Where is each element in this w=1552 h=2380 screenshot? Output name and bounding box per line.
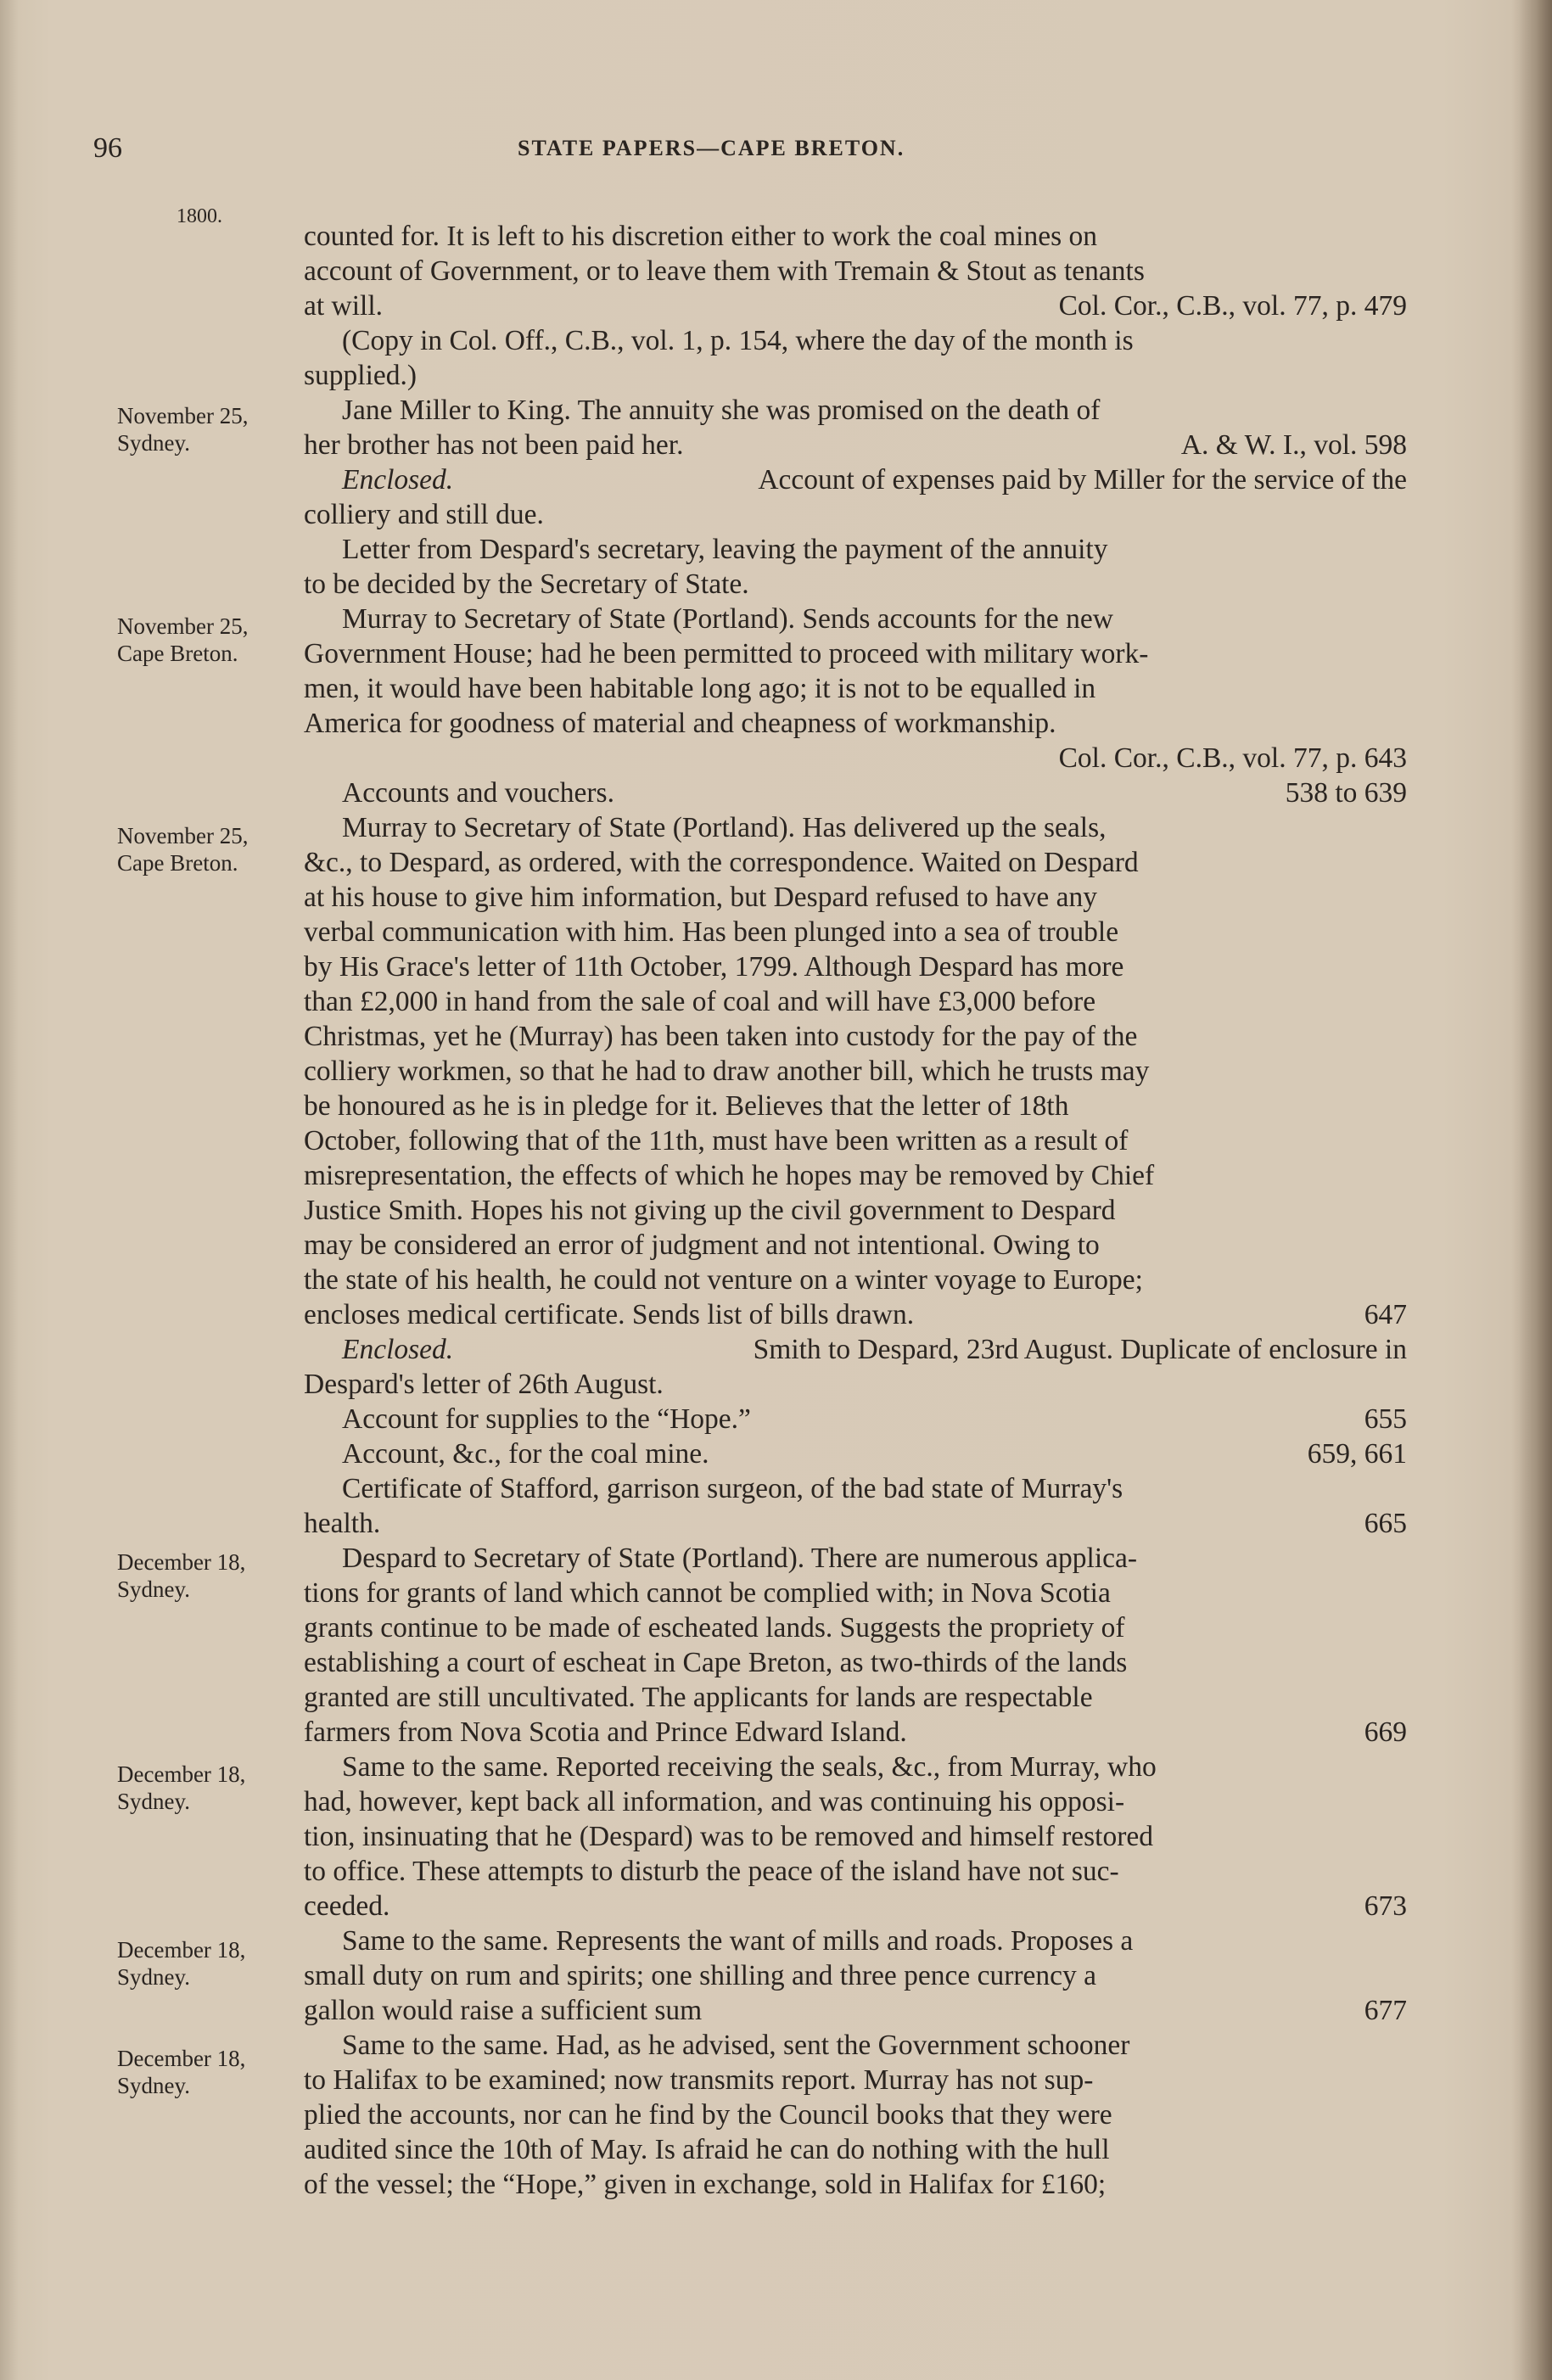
text-segment: Accounts and vouchers. [342, 777, 614, 809]
text-segment: encloses medical certificate. Sends list of bills drawn. [304, 1299, 915, 1330]
text-line: to Halifax to be examined; now transmits report. Murray has not sup- [304, 2064, 1094, 2096]
text-line: account of Government, or to leave them with Tremain & Stout as tenants [304, 255, 1145, 287]
text-line: small duty on rum and spirits; one shilling and three pence currency a [304, 1960, 1097, 1991]
margin-note-date: November 25, [117, 823, 249, 848]
text-line [304, 1297, 1407, 1332]
book-binding-edge [1511, 0, 1552, 2380]
running-title: STATE PAPERS—CAPE BRETON. [518, 136, 905, 160]
margin-note-place: Sydney. [117, 1576, 190, 1602]
text-line: Same to the same. Represents the want of mills and roads. Proposes a [342, 1925, 1134, 1957]
text-line: grants continue to be made of escheated lands. Suggests the propriety of [304, 1612, 1125, 1644]
citation: 659, 661 [1307, 1438, 1407, 1470]
citation: A. & W. I., vol. 598 [1180, 429, 1407, 461]
margin-note [117, 822, 304, 876]
citation: Col. Cor., C.B., vol. 77, p. 479 [1058, 290, 1407, 322]
text-line: Certificate of Stafford, garrison surgeon, of the bad state of Murray's [342, 1473, 1123, 1504]
text-segment: gallon would raise a sufficient sum [304, 1995, 703, 2026]
text-line: counted for. It is left to his discretion either to work the coal mines on [304, 221, 1097, 252]
margin-note [117, 613, 304, 667]
text-line: supplied.) [304, 360, 417, 391]
citation: 665 [1364, 1508, 1407, 1539]
text-line: had, however, kept back all information, and was continuing his opposi- [304, 1786, 1125, 1817]
enclosed-label: Enclosed. [342, 1334, 454, 1365]
margin-note [117, 1548, 304, 1603]
citation: 655 [1364, 1403, 1407, 1435]
text-line [304, 1332, 1407, 1367]
text-line: &c., to Despard, as ordered, with the correspondence. Waited on Despard [304, 847, 1139, 878]
text-line: to be decided by the Secretary of State. [304, 568, 749, 600]
text-line: by His Grace's letter of 11th October, 1799. Although Despard has more [304, 951, 1124, 983]
text-segment: her brother has not been paid her. [304, 429, 684, 461]
text-segment: farmers from Nova Scotia and Prince Edward Island. [304, 1716, 907, 1748]
text-line: than £2,000 in hand from the sale of coal and will have £3,000 before [304, 986, 1096, 1017]
text-line: men, it would have been habitable long ago; it is not to be equalled in [304, 673, 1096, 704]
margin-note [117, 2045, 304, 2099]
text-segment: Account for supplies to the “Hope.” [342, 1403, 751, 1435]
citation: 669 [1364, 1716, 1407, 1748]
margin-note-place: Cape Breton. [117, 850, 238, 876]
text-line: Christmas, yet he (Murray) has been taken into custody for the pay of the [304, 1021, 1138, 1052]
margin-note-date: November 25, [117, 403, 249, 428]
text-line [304, 776, 1407, 810]
margin-year: 1800. [176, 205, 222, 227]
text-line [304, 462, 1407, 497]
margin-note-date: December 18, [117, 1937, 246, 1963]
text-line: misrepresentation, the effects of which he hopes may be removed by Chief [304, 1160, 1155, 1191]
text-line: to office. These attempts to disturb the peace of the island have not suc- [304, 1856, 1119, 1887]
margin-note [117, 1761, 304, 1815]
margin-note-date: December 18, [117, 1761, 246, 1787]
text-line: granted are still uncultivated. The applicants for lands are respectable [304, 1682, 1093, 1713]
text-segment: ceeded. [304, 1890, 390, 1922]
margin-note-date: December 18, [117, 2046, 246, 2071]
text-line: may be considered an error of judgment and not intentional. Owing to [304, 1229, 1100, 1261]
text-segment: Smith to Despard, 23rd August. Duplicate of enclosure in [753, 1334, 1407, 1365]
text-line [304, 1715, 1407, 1750]
text-line: Same to the same. Had, as he advised, sent the Government schooner [342, 2030, 1130, 2061]
margin-note-place: Sydney. [117, 2073, 190, 2098]
text-line: establishing a court of escheat in Cape Breton, as two-thirds of the lands [304, 1647, 1128, 1678]
page-number: 96 [93, 132, 122, 164]
text-segment: Account of expenses paid by Miller for the service of the [758, 464, 1407, 496]
text-line: audited since the 10th of May. Is afraid he can do nothing with the hull [304, 2134, 1110, 2165]
text-line: colliery workmen, so that he had to draw another bill, which he trusts may [304, 1056, 1150, 1087]
text-line: tion, insinuating that he (Despard) was to be removed and himself restored [304, 1821, 1154, 1852]
text-line: October, following that of the 11th, must have been written as a result of [304, 1125, 1129, 1156]
text-line: be honoured as he is in pledge for it. Believes that the letter of 18th [304, 1090, 1069, 1122]
margin-note-place: Sydney. [117, 1789, 190, 1814]
margin-note-date: December 18, [117, 1549, 246, 1575]
text-line: Justice Smith. Hopes his not giving up the civil government to Despard [304, 1195, 1116, 1226]
text-line: Murray to Secretary of State (Portland). Sends accounts for the new [342, 603, 1113, 635]
citation: 647 [1364, 1299, 1407, 1330]
text-line: of the vessel; the “Hope,” given in exchange, sold in Halifax for £160; [304, 2169, 1107, 2200]
citation: 673 [1364, 1890, 1407, 1922]
citation: 677 [1364, 1995, 1407, 2026]
text-line [304, 1889, 1407, 1924]
text-segment: at will. [304, 290, 384, 322]
text-line [304, 428, 1407, 462]
body-text [304, 219, 1407, 2202]
text-line [304, 1993, 1407, 2028]
text-line: Letter from Despard's secretary, leaving the payment of the annuity [342, 534, 1108, 565]
page-header [0, 132, 1552, 166]
text-line: plied the accounts, nor can he find by the Council books that they were [304, 2099, 1112, 2131]
text-line: colliery and still due. [304, 499, 544, 530]
margin-note-date: November 25, [117, 613, 249, 639]
text-line: Despard's letter of 26th August. [304, 1369, 664, 1400]
citation: Col. Cor., C.B., vol. 77, p. 643 [1058, 742, 1407, 774]
text-line [304, 1506, 1407, 1541]
text-line [304, 741, 1407, 776]
text-segment: health. [304, 1508, 381, 1539]
margin-note [117, 1936, 304, 1991]
text-segment: Account, &c., for the coal mine. [342, 1438, 709, 1470]
text-line: Same to the same. Reported receiving the seals, &c., from Murray, who [342, 1751, 1157, 1783]
text-line: America for goodness of material and cheapness of workmanship. [304, 708, 1056, 739]
margin-note-place: Sydney. [117, 1964, 190, 1990]
margin-note-place: Sydney. [117, 430, 190, 456]
text-line: the state of his health, he could not venture on a winter voyage to Europe; [304, 1264, 1143, 1296]
text-line [304, 1402, 1407, 1436]
text-line: Despard to Secretary of State (Portland). There are numerous applica- [342, 1543, 1138, 1574]
text-line [304, 288, 1407, 323]
enclosed-label: Enclosed. [342, 464, 454, 496]
text-line: Jane Miller to King. The annuity she was promised on the death of [342, 395, 1101, 426]
text-line [304, 1436, 1407, 1471]
margin-note [117, 402, 304, 456]
citation: 538 to 639 [1285, 777, 1407, 809]
text-line: (Copy in Col. Off., C.B., vol. 1, p. 154, where the day of the month is [342, 325, 1134, 356]
text-line: Murray to Secretary of State (Portland). Has delivered up the seals, [342, 812, 1107, 843]
margin-note-place: Cape Breton. [117, 641, 238, 666]
text-line: verbal communication with him. Has been plunged into a sea of trouble [304, 916, 1119, 948]
text-line: Government House; had he been permitted to proceed with military work- [304, 638, 1149, 669]
text-line: at his house to give him information, but Despard refused to have any [304, 882, 1097, 913]
text-line: tions for grants of land which cannot be complied with; in Nova Scotia [304, 1577, 1111, 1609]
